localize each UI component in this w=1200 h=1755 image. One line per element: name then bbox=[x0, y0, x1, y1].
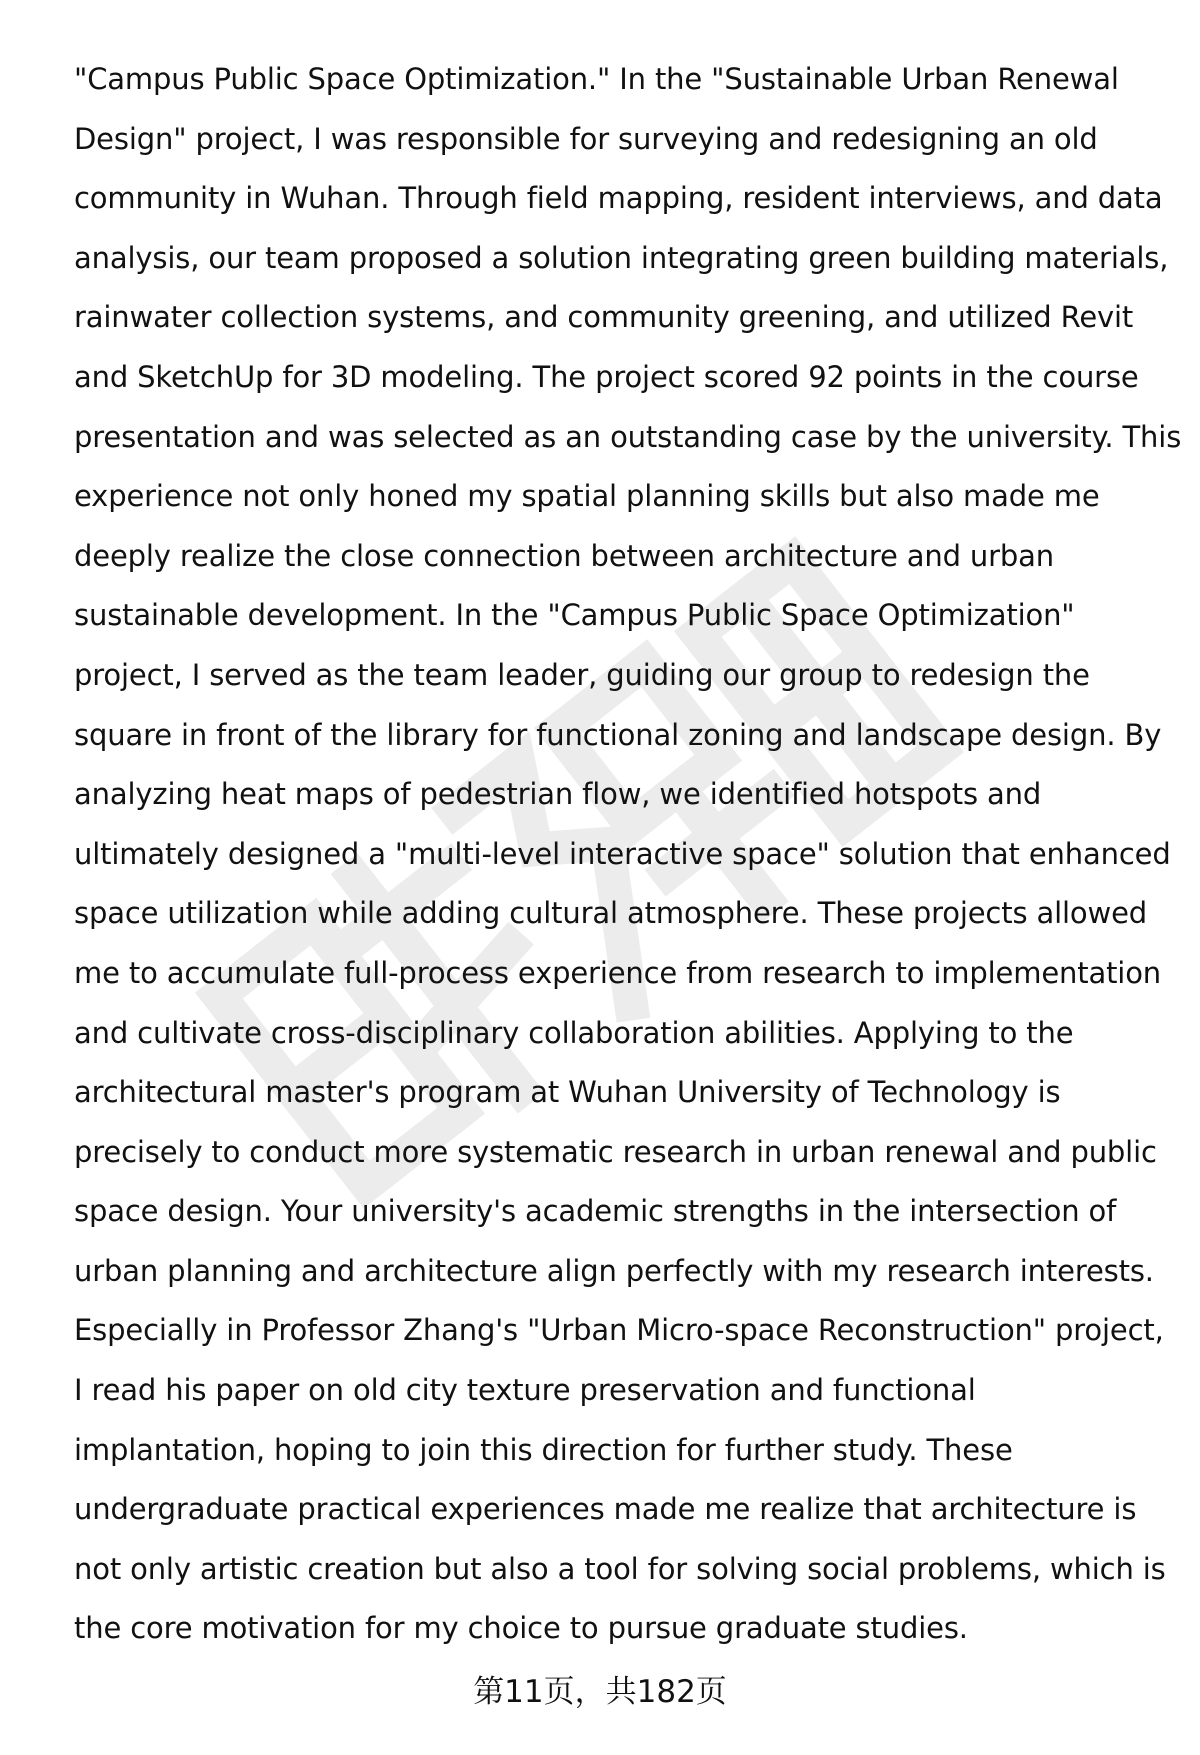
text-line: implantation, hoping to join this direction for further study. These bbox=[74, 1432, 1013, 1467]
text-line: precisely to conduct more systematic research in urban renewal and public bbox=[74, 1134, 1157, 1169]
page-number-footer: 第11页，共182页 bbox=[473, 1674, 727, 1710]
text-line: community in Wuhan. Through field mapping, resident interviews, and data bbox=[74, 181, 1163, 216]
text-line: me to accumulate full-process experience from research to implementation bbox=[74, 955, 1162, 990]
text-line: sustainable development. In the "Campus Public Space Optimization" bbox=[74, 598, 1075, 633]
text-line: presentation and was selected as an outstanding case by the university. This bbox=[74, 419, 1182, 454]
text-line: analyzing heat maps of pedestrian flow, we identified hotspots and bbox=[74, 777, 1042, 812]
text-line: not only artistic creation but also a tool for solving social problems, which is bbox=[74, 1551, 1166, 1586]
text-line: architectural master's program at Wuhan University of Technology is bbox=[74, 1075, 1061, 1110]
text-line: space utilization while adding cultural atmosphere. These projects allowed bbox=[74, 896, 1148, 931]
text-line: experience not only honed my spatial planning skills but also made me bbox=[74, 479, 1100, 514]
text-line: space design. Your university's academic strengths in the intersection of bbox=[74, 1194, 1117, 1229]
text-line: deeply realize the close connection between architecture and urban bbox=[74, 538, 1055, 573]
text-line: square in front of the library for functional zoning and landscape design. By bbox=[74, 717, 1162, 752]
text-line: project, I served as the team leader, guiding our group to redesign the bbox=[74, 657, 1090, 692]
text-line: the core motivation for my choice to pursue graduate studies. bbox=[74, 1611, 968, 1646]
text-line: undergraduate practical experiences made me realize that architecture is bbox=[74, 1492, 1137, 1527]
text-line: analysis, our team proposed a solution integrating green building materials, bbox=[74, 240, 1169, 275]
text-line: ultimately designed a "multi-level interactive space" solution that enhanced bbox=[74, 836, 1171, 871]
text-line: Design" project, I was responsible for surveying and redesigning an old bbox=[74, 121, 1098, 156]
text-line: urban planning and architecture align perfectly with my research interests. bbox=[74, 1253, 1154, 1288]
body-paragraph bbox=[74, 50, 1182, 1659]
text-line: "Campus Public Space Optimization." In the "Sustainable Urban Renewal bbox=[74, 62, 1119, 96]
text-line: and SketchUp for 3D modeling. The project scored 92 points in the course bbox=[74, 359, 1139, 394]
text-line: Especially in Professor Zhang's "Urban Micro-space Reconstruction" project, bbox=[74, 1313, 1164, 1348]
text-line: I read his paper on old city texture preservation and functional bbox=[74, 1373, 976, 1408]
text-line: rainwater collection systems, and community greening, and utilized Revit bbox=[74, 300, 1134, 335]
text-line: and cultivate cross-disciplinary collaboration abilities. Applying to the bbox=[74, 1015, 1074, 1050]
